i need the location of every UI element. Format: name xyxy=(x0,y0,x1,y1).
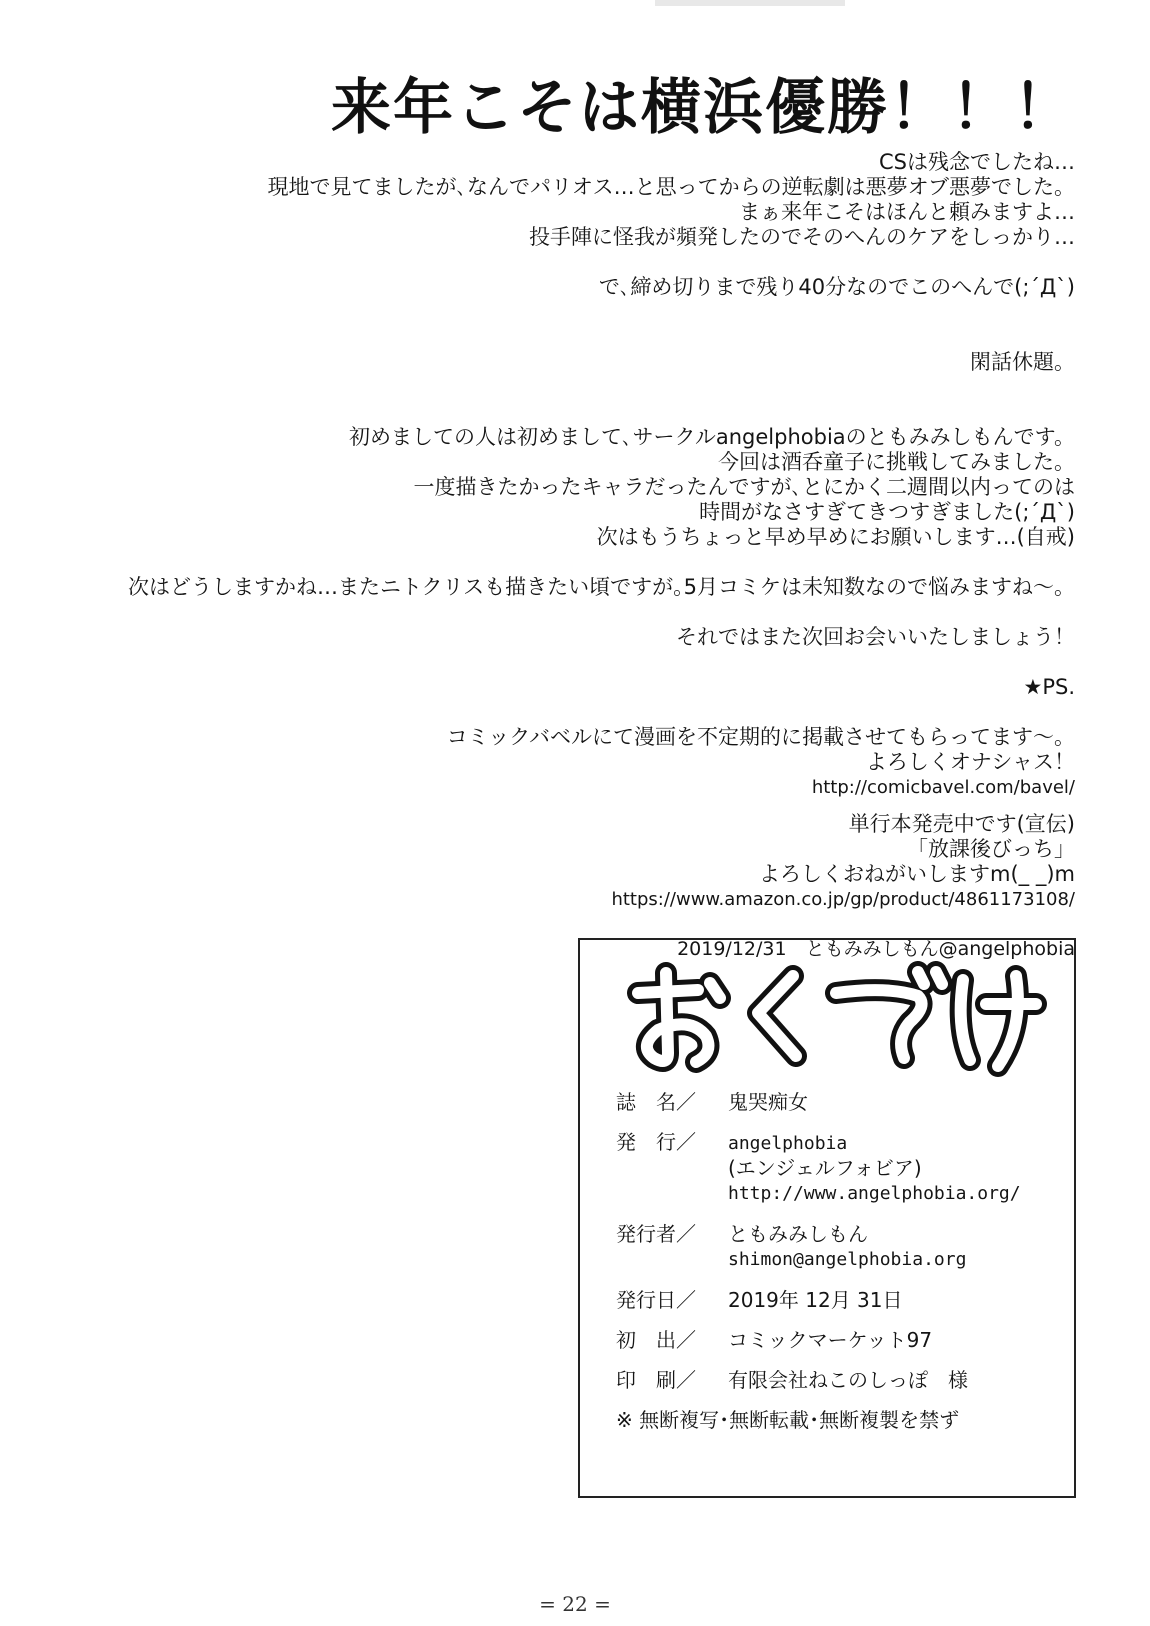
body-line: 時間がなさすぎてきつすぎました(;´Д`) xyxy=(699,500,1075,524)
label: 誌 名／ xyxy=(616,1090,696,1114)
body-line: 現地で見てましたが､なんでパリオス…と思ってからの逆転劇は悪夢オブ悪夢でした。 xyxy=(267,175,1075,199)
body-line: 単行本発売中です(宣伝) xyxy=(848,812,1075,836)
label: 発行者／ xyxy=(616,1222,696,1246)
body-line: コミックバベルにて漫画を不定期的に掲載させてもらってます～。 xyxy=(446,725,1075,749)
label: 初 出／ xyxy=(616,1328,696,1352)
value: ともみみしもん xyxy=(728,1222,868,1246)
body-line: 一度描きたかったキャラだったんですが､とにかく二週間以内ってのは xyxy=(413,475,1075,499)
page-number: = 22 = xyxy=(539,1592,611,1616)
label: 印 刷／ xyxy=(616,1368,696,1392)
row-printer xyxy=(616,1368,1066,1392)
row-publisher xyxy=(616,1130,1066,1206)
body-line: 今回は酒呑童子に挑戦してみました。 xyxy=(718,450,1075,474)
body-line: それではまた次回お会いいたしましょう！ xyxy=(676,625,1075,649)
ps-label: ★PS. xyxy=(1023,675,1075,699)
body-line: よろしくおねがいしますm(_ _)m xyxy=(759,862,1075,886)
body-line: 初めましての人は初めまして､サークルangelphobiaのともみみしもんです。 xyxy=(349,425,1075,449)
body-line: よろしくオナシャス！ xyxy=(865,750,1075,774)
value: 有限会社ねこのしっぽ 様 xyxy=(728,1368,968,1392)
row-issuer xyxy=(616,1222,1066,1272)
row-date xyxy=(616,1288,1066,1312)
colophon-details xyxy=(616,1090,1066,1432)
label: 発行日／ xyxy=(616,1288,696,1312)
headline: 来年こそは横浜優勝！！！ xyxy=(331,73,1075,143)
colophon-title-logo xyxy=(618,958,1048,1078)
body-line: CSは残念でしたね… xyxy=(879,150,1075,174)
label: 発 行／ xyxy=(616,1130,696,1154)
body-line: まぁ来年こそはほんと頼みますよ… xyxy=(739,200,1075,224)
colophon-box xyxy=(578,938,1076,1498)
value: angelphobia xyxy=(728,1133,848,1154)
publisher-url[interactable]: http://www.angelphobia.org/ xyxy=(728,1183,1021,1204)
body-line: 閑話休題。 xyxy=(970,350,1075,374)
body-line: 投手陣に怪我が頻発したのでそのへんのケアをしっかり… xyxy=(529,225,1075,249)
row-first-appearance xyxy=(616,1328,1066,1352)
body-line: 次はもうちょっと早め早めにお願いします…(自戒) xyxy=(596,525,1075,549)
value: 2019年 12月 31日 xyxy=(728,1288,903,1312)
email[interactable]: shimon@angelphobia.org xyxy=(728,1249,967,1270)
book-title: 「放課後びっち」 xyxy=(907,837,1075,861)
value: コミックマーケット97 xyxy=(728,1328,933,1352)
value: (エンジェルフォビア) xyxy=(728,1156,922,1180)
signature-date: 2019/12/31 ともみみしもん@angelphobia xyxy=(677,938,1075,960)
afterword-body xyxy=(75,150,1075,962)
row-title xyxy=(616,1090,1066,1114)
body-line: 次はどうしますかね…またニトクリスも描きたい頃ですが｡5月コミケは未知数なので悩みますね～。 xyxy=(127,575,1075,599)
scan-mark xyxy=(655,0,845,6)
copyright-notice: ※ 無断複写･無断転載･無断複製を禁ず xyxy=(616,1408,960,1432)
amazon-link[interactable]: https://www.amazon.co.jp/gp/product/4861173108/ xyxy=(611,889,1075,910)
comicbavel-link[interactable]: http://comicbavel.com/bavel/ xyxy=(811,777,1075,798)
body-line: で､締め切りまで残り40分なのでこのへんで(;´Д`) xyxy=(598,275,1075,299)
value: 鬼哭痴女 xyxy=(728,1090,808,1114)
